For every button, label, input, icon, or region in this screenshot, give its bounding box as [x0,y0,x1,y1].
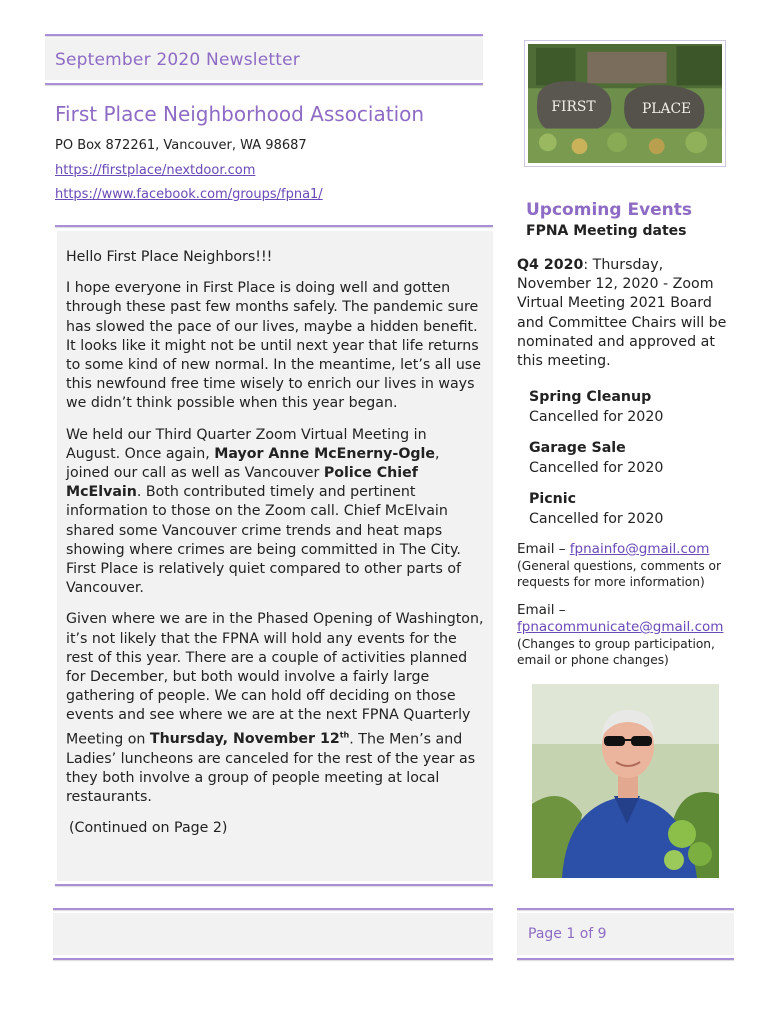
event-name: Spring Cleanup [529,389,652,405]
communicate-email-link[interactable]: fpnacommunicate@gmail.com [517,619,724,635]
footer-top-rule-right [517,908,734,910]
event-name: Picnic [529,491,577,507]
event-spring-cleanup [529,388,663,427]
mailing-address: PO Box 872261, Vancouver, WA 98687 [55,138,307,153]
footer-band-left [53,913,493,955]
continued-note: (Continued on Page 2) [69,820,228,837]
event-status: Cancelled for 2020 [529,459,664,476]
communicate-email-note: (Changes to group participation, email or phone changes) [517,637,715,667]
organization-name: First Place Neighborhood Association [55,102,425,126]
communicate-email-block: Email – fpnacommunicate@gmail.com (Changes to group participation, email or phone changes) [517,602,737,668]
greeting: Hello First Place Neighbors!!! [66,249,273,265]
paragraph-3: Given where we are in the Phased Opening of Washington, it’s not likely that the FPNA will hold any events for the rest of this year. There are a couple of activities planned for December, but both would involve a fairly large gathering of people. We can hold off deciding on those events and see where we are at the next FPNA Quarterly Meeting on Thursday, November 12th. The Men’s and Ladies’ luncheons are canceled for the rest of the year as they both involve a group of people meeting at local restaurants. [66,611,484,806]
footer-top-rule-left [53,908,493,910]
event-status: Cancelled for 2020 [529,510,664,527]
event-garage-sale [529,439,663,478]
footer-bottom-rule-left [53,958,493,960]
first-place-sign-photo [524,40,726,167]
info-email-link[interactable]: fpnainfo@gmail.com [569,541,710,557]
letter-top-rule [55,225,493,227]
info-email-block: Email – fpnainfo@gmail.com (General questions, comments or requests for more information) [517,541,737,590]
letter-bottom-rule [55,884,493,886]
header-top-rule [45,34,483,36]
info-email-note: (General questions, comments or requests for more information) [517,559,722,589]
page-number: Page 1 of 9 [528,926,607,942]
event-picnic [529,490,663,529]
facebook-link[interactable]: https://www.facebook.com/groups/fpna1/ [55,187,323,202]
upcoming-events-title: Upcoming Events [526,200,693,220]
mayor-name: Mayor Anne McEnerny-Ogle [214,445,436,462]
footer-bottom-rule-right [517,958,734,960]
meeting-date: Thursday, November 12th [149,730,350,748]
event-name: Garage Sale [529,440,626,456]
event-status: Cancelled for 2020 [529,408,664,425]
newsletter-title: September 2020 Newsletter [55,50,300,70]
paragraph-2: We held our Third Quarter Zoom Virtual Meeting in August. Once again, Mayor Anne McEnerny-Ogle, joined our call as well as Vancouver Police Chief McElvain. Both contributed timely and pertinent information to those on the Zoom call. Chief McElvain shared some Vancouver crime trends and heat maps showing where crimes are being committed in The City. First Place is relatively quiet compared to other parts of Vancouver. [66,426,462,597]
police-chief-name: Police Chief McElvain [66,465,418,501]
paragraph-1: I hope everyone in First Place is doing well and gotten through these past few months safely. The pandemic sure has slowed the pace of our lives, maybe a hidden benefit. It looks like it might not be until next year that life returns to some kind of new normal. In the meantime, let’s all use this newfound free time wisely to enrich our lives in ways we didn’t think possible when this year began. [66,280,481,412]
q4-meeting-info: Q4 2020: Thursday, November 12, 2020 - Zoom Virtual Meeting 2021 Board and Committee Chairs will be nominated and approved at this meeting. [517,257,727,370]
letter-body [66,248,484,850]
svg-text:FIRST: FIRST [551,98,596,115]
nextdoor-link[interactable]: https://firstplace/nextdoor.com [55,163,256,178]
meeting-dates-label: FPNA Meeting dates [526,223,687,239]
president-portrait-photo [532,684,719,878]
svg-text:PLACE: PLACE [641,100,692,117]
q4-label: Q4 2020 [517,257,584,273]
header-bottom-rule [45,83,483,85]
